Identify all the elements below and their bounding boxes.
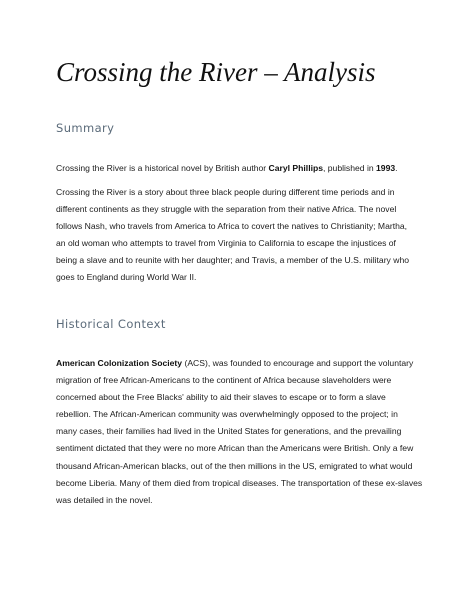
summary-line: being a slave and to reunite with her daughter; and Travis, a member of the U.S. military who (56, 255, 410, 266)
summary-intro-line (56, 160, 426, 177)
summary-line: different continents as they struggle with the separation from their native Africa. The novel (56, 204, 397, 215)
summary-intro-end: . (395, 163, 398, 173)
summary-intro-mid: , published in (323, 163, 377, 173)
context-line: sentiment dictated that they were no more African than the Americans were British. Only a few (56, 443, 414, 454)
summary-body-paragraph (56, 184, 426, 287)
summary-line: goes to England during World War II. (56, 272, 197, 283)
context-line: many cases, their families had lived in the United States for generations, and the prevailing (56, 426, 402, 437)
context-line: rebellion. The African-American community was overwhelmingly opposed to the project; in (56, 409, 398, 420)
context-first-line (56, 355, 426, 372)
section-heading-summary: Summary (56, 121, 115, 135)
organization-name: American Colonization Society (56, 358, 183, 368)
context-line: become Liberia. Many of them died from tropical diseases. The transportation of these ex-slaves (56, 477, 423, 488)
summary-intro-paragraph (56, 160, 426, 177)
historical-context-paragraph (56, 355, 426, 509)
summary-intro-text: Crossing the River is a historical novel by British author (56, 163, 269, 173)
context-lead-text: (ACS), was founded to encourage and support the voluntary (182, 358, 414, 368)
document-title: Crossing the River – Analysis (56, 57, 376, 87)
context-line: migration of free African-Americans to the continent of Africa because slaveholders were (56, 375, 392, 386)
section-heading-historical-context: Historical Context (56, 317, 166, 331)
context-line: was detailed in the novel. (56, 494, 153, 505)
author-name: Caryl Phillips (268, 163, 323, 173)
summary-line: Crossing the River is a story about three black people during different time periods and in (56, 187, 395, 197)
summary-line: an old woman who attempts to travel from Virginia to California to escape the injustices of (56, 238, 396, 249)
publication-year: 1993 (376, 163, 396, 173)
context-line: thousand African-American blacks, out of the then millions in the US, emigrated to what would (56, 460, 413, 471)
context-line: concerned about the Free Blacks' ability to aid their slaves to escape or to form a slave (56, 392, 386, 403)
summary-line: follows Nash, who travels from America to Africa to covert the natives to Christianity; Martha, (56, 221, 408, 232)
